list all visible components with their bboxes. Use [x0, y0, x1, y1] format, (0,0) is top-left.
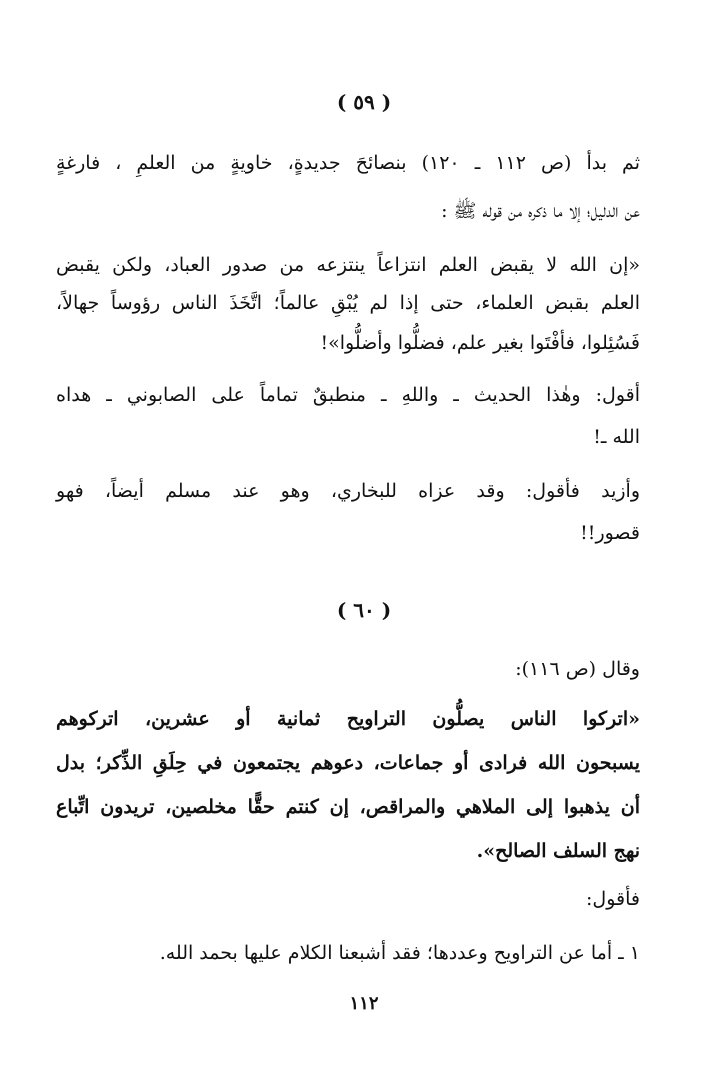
- section-59-heading: ( ٥٩ ): [336, 90, 392, 114]
- section-59-quote-line-1: «إن الله لا يقبض العلم انتزاعاً ينتزعه من صدور العباد، ولكن يقبض: [56, 254, 640, 276]
- section-60-quote-line-1: «اتركوا الناس يصلُّون التراويح ثمانية أو عشرين، اتركوهم: [56, 708, 640, 730]
- section-60-point-1: ١ ـ أما عن التراويح وعددها؛ فقد أشبعنا الكلام عليها بحمد الله.: [159, 942, 640, 964]
- section-59-paragraph-1-line-1: ثم بدأ (ص ١١٢ ـ ١٢٠) بنصائحَ جديدةٍ، خاويةٍ من العلمِ ، فارغةٍ: [56, 152, 640, 174]
- section-59-paragraph-3-line-2: الله ـ!: [593, 426, 640, 448]
- section-60-quote-line-3: أن يذهبوا إلى الملاهي والمراقص، إن كنتم حقًّا مخلصين، تريدون اتِّباع: [56, 796, 640, 818]
- section-59-quote-line-3: فَسُئِلوا، فأفْتَوا بغير علم، فضلُّوا وأضلُّوا»!: [320, 332, 640, 354]
- section-60-quote-line-2: يسبحون الله فرادى أو جماعات، دعوهم يجتمعون في حِلَقِ الذِّكر؛ بدل: [56, 752, 640, 774]
- section-59-paragraph-1-line-2: عن الدليل؛ إلا ما ذكره من قوله ﷺ :: [441, 200, 640, 222]
- page-number: ١١٢: [349, 993, 379, 1014]
- section-60-quote-line-4: نهج السلف الصالح».: [476, 840, 640, 862]
- section-60-intro: وقال (ص ١١٦):: [515, 658, 640, 680]
- section-59-paragraph-4-line-2: قصور!!: [580, 522, 640, 544]
- section-60-heading: ( ٦٠ ): [336, 598, 392, 622]
- section-60-reply-label: فأقول:: [586, 888, 640, 910]
- section-59-paragraph-3-line-1: أقول: وهٰذا الحديث ـ واللهِ ـ منطبقٌ تماماً على الصابوني ـ هداه: [56, 384, 640, 406]
- section-59-paragraph-4-line-1: وأزيد فأقول: وقد عزاه للبخاري، وهو عند مسلم أيضاً، فهو: [56, 480, 640, 502]
- section-59-quote-line-2: العلم بقبض العلماء، حتى إذا لم يُبْقِ عالماً؛ اتَّخَذَ الناس رؤوساً جهالاً،: [56, 292, 640, 314]
